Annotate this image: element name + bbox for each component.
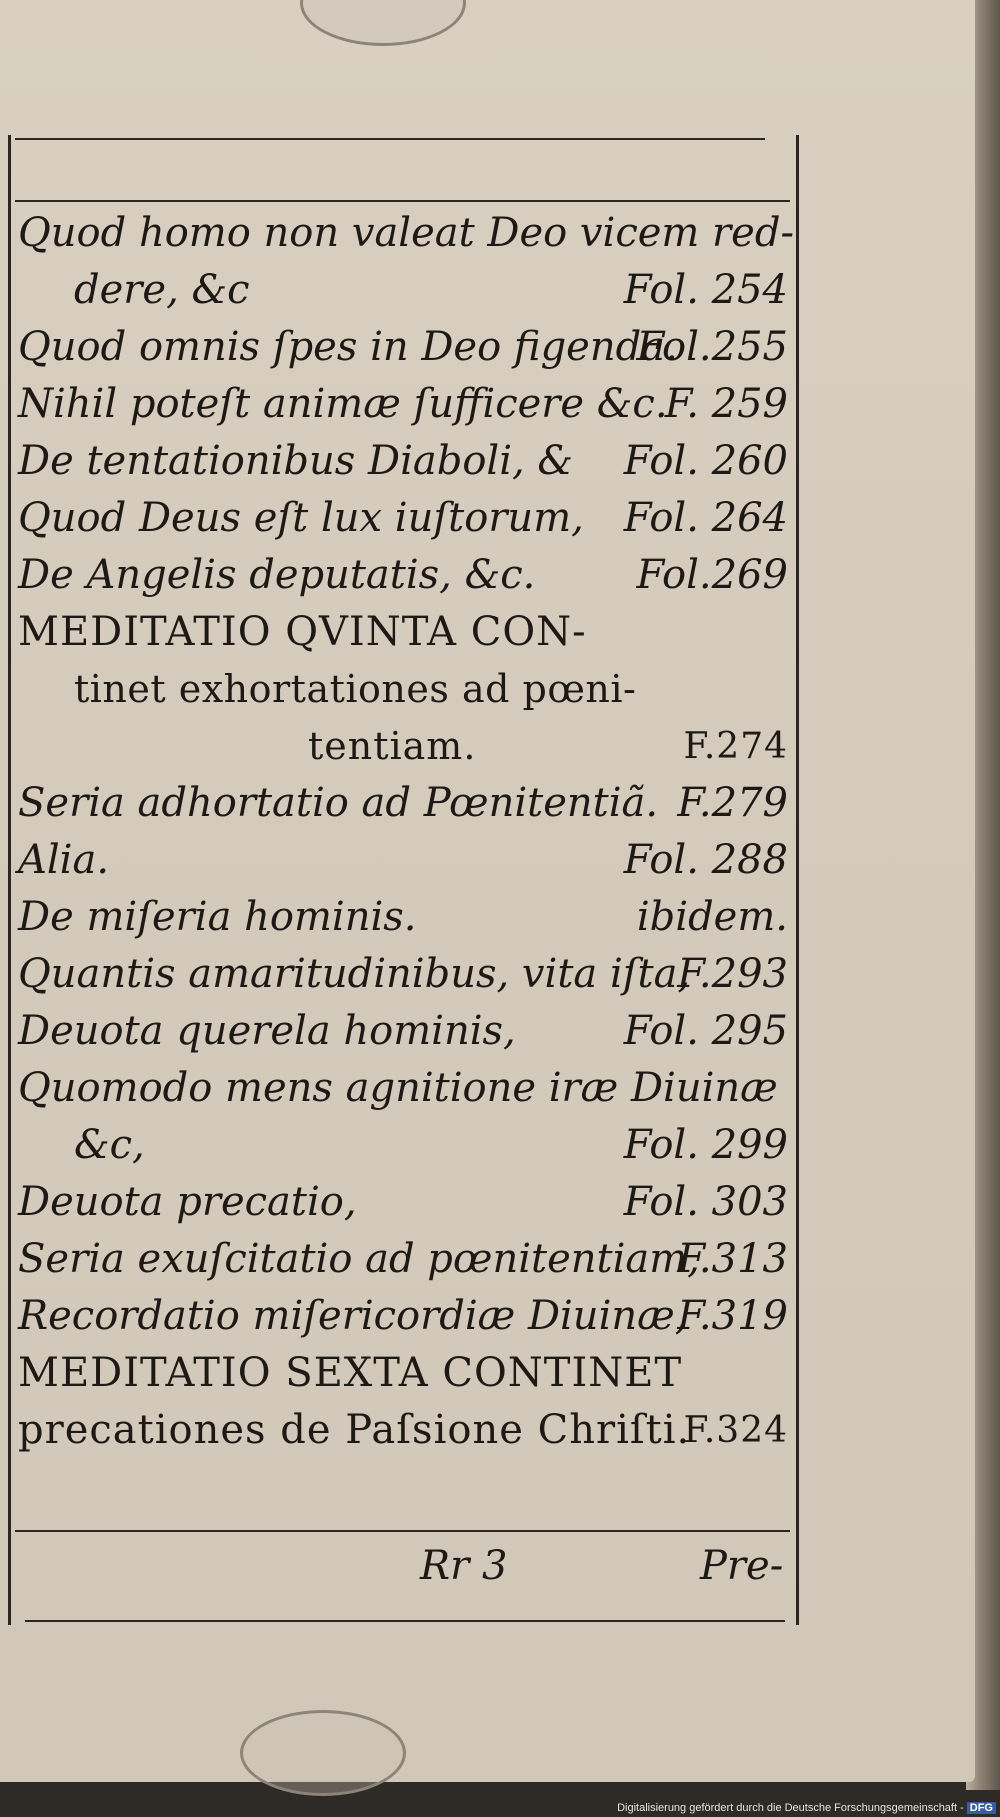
index-entry: [18, 547, 788, 604]
entry-folio: Fol. 260: [623, 438, 788, 484]
catchword: Pre-: [700, 1543, 784, 1589]
heading-line: tentiam.: [308, 724, 477, 768]
entry-folio: Fol. 299: [623, 1122, 788, 1168]
entry-title: De tentationibus Diaboli, &: [18, 438, 574, 484]
entry-title: Seria adhortatio ad Pœnitentiã.: [18, 780, 659, 826]
entry-title: Deuota querela hominis,: [18, 1008, 516, 1054]
signature-mark: Rr 3: [420, 1543, 508, 1589]
heading-folio: F.324: [683, 1410, 788, 1451]
entry-title: De Angelis deputatis, &c.: [18, 552, 536, 598]
entry-title: Quod Deus eſt lux iuſtorum,: [18, 495, 584, 541]
entry-title: Quod homo non valeat Deo vicem red-: [18, 210, 794, 256]
heading-line: MEDITATIO SEXTA CONTINET: [18, 1350, 683, 1396]
index-entry: [18, 433, 788, 490]
entry-folio: F.293: [677, 951, 788, 997]
page-clip-bottom: [240, 1710, 406, 1796]
entry-title: Quantis amaritudinibus, vita iſta,: [18, 951, 691, 997]
section-heading-quinta-line2: [18, 661, 788, 718]
heading-line: tinet exhortationes ad pœni-: [74, 667, 637, 711]
credit-text: Digitalisierung gefördert durch die Deutsche Forschungsgemeinschaft -: [617, 1802, 964, 1814]
entry-title: Quomodo mens agnitione iræ Diuinæ: [18, 1065, 778, 1111]
index-entry: [18, 1231, 788, 1288]
index-entry: [18, 775, 788, 832]
index-entry: [18, 1060, 788, 1117]
top-rule: [15, 138, 765, 140]
heading-folio: F.274: [683, 726, 788, 767]
entry-folio: F.319: [677, 1293, 788, 1339]
entry-title: De miſeria hominis.: [18, 894, 417, 940]
index-entry: [18, 205, 794, 262]
entry-title: Alia.: [18, 837, 110, 883]
entry-title: &c,: [74, 1122, 145, 1168]
entry-title: Seria exuſcitatio ad pœnitentiam,: [18, 1236, 700, 1282]
index-entries: [18, 205, 794, 1459]
index-entry: [18, 376, 788, 433]
index-entry: [18, 832, 788, 889]
entry-title: Nihil poteſt animæ ſufficere &c.: [18, 381, 668, 427]
entry-folio: Fol. 295: [623, 1008, 788, 1054]
entry-folio: ibidem.: [636, 894, 788, 940]
section-heading-quinta: [18, 604, 788, 661]
entry-folio: Fol. 303: [623, 1179, 788, 1225]
index-entry: [18, 946, 788, 1003]
heading-line: precationes de Paſsione Chriſti.: [18, 1407, 691, 1453]
index-entry: [18, 1117, 788, 1174]
index-entry: [18, 1174, 788, 1231]
entry-folio: Fol. 288: [623, 837, 788, 883]
section-heading-sexta: [18, 1345, 788, 1402]
heading-line: MEDITATIO QVINTA CON-: [18, 609, 587, 655]
index-entry: [18, 319, 788, 376]
entry-title: Deuota precatio,: [18, 1179, 357, 1225]
entry-folio: Fol.255: [636, 324, 788, 370]
entry-folio: Fol. 254: [623, 267, 788, 313]
entry-folio: F.313: [677, 1236, 788, 1282]
index-entry: [18, 1003, 788, 1060]
entry-folio: F.279: [677, 780, 788, 826]
index-entry: [18, 490, 788, 547]
dfg-logo: DFG: [967, 1802, 996, 1814]
index-entry: [18, 889, 788, 946]
bottom-rule: [25, 1620, 785, 1622]
index-entry: [18, 262, 788, 319]
section-heading-quinta-line3: [18, 718, 788, 775]
entry-title: dere, &c: [74, 267, 250, 313]
digitization-credit: [617, 1802, 996, 1814]
entry-folio: Fol. 264: [623, 495, 788, 541]
entry-folio: F. 259: [664, 381, 788, 427]
entry-title: Quod omnis ſpes in Deo figenda.: [18, 324, 678, 370]
entry-title: Recordatio miſericordiæ Diuinæ,: [18, 1293, 688, 1339]
bottom-rule-inner: [15, 1530, 790, 1532]
index-entry: [18, 1288, 788, 1345]
top-rule-inner: [15, 200, 790, 202]
entry-folio: Fol.269: [636, 552, 788, 598]
section-heading-sexta-line2: [18, 1402, 788, 1459]
